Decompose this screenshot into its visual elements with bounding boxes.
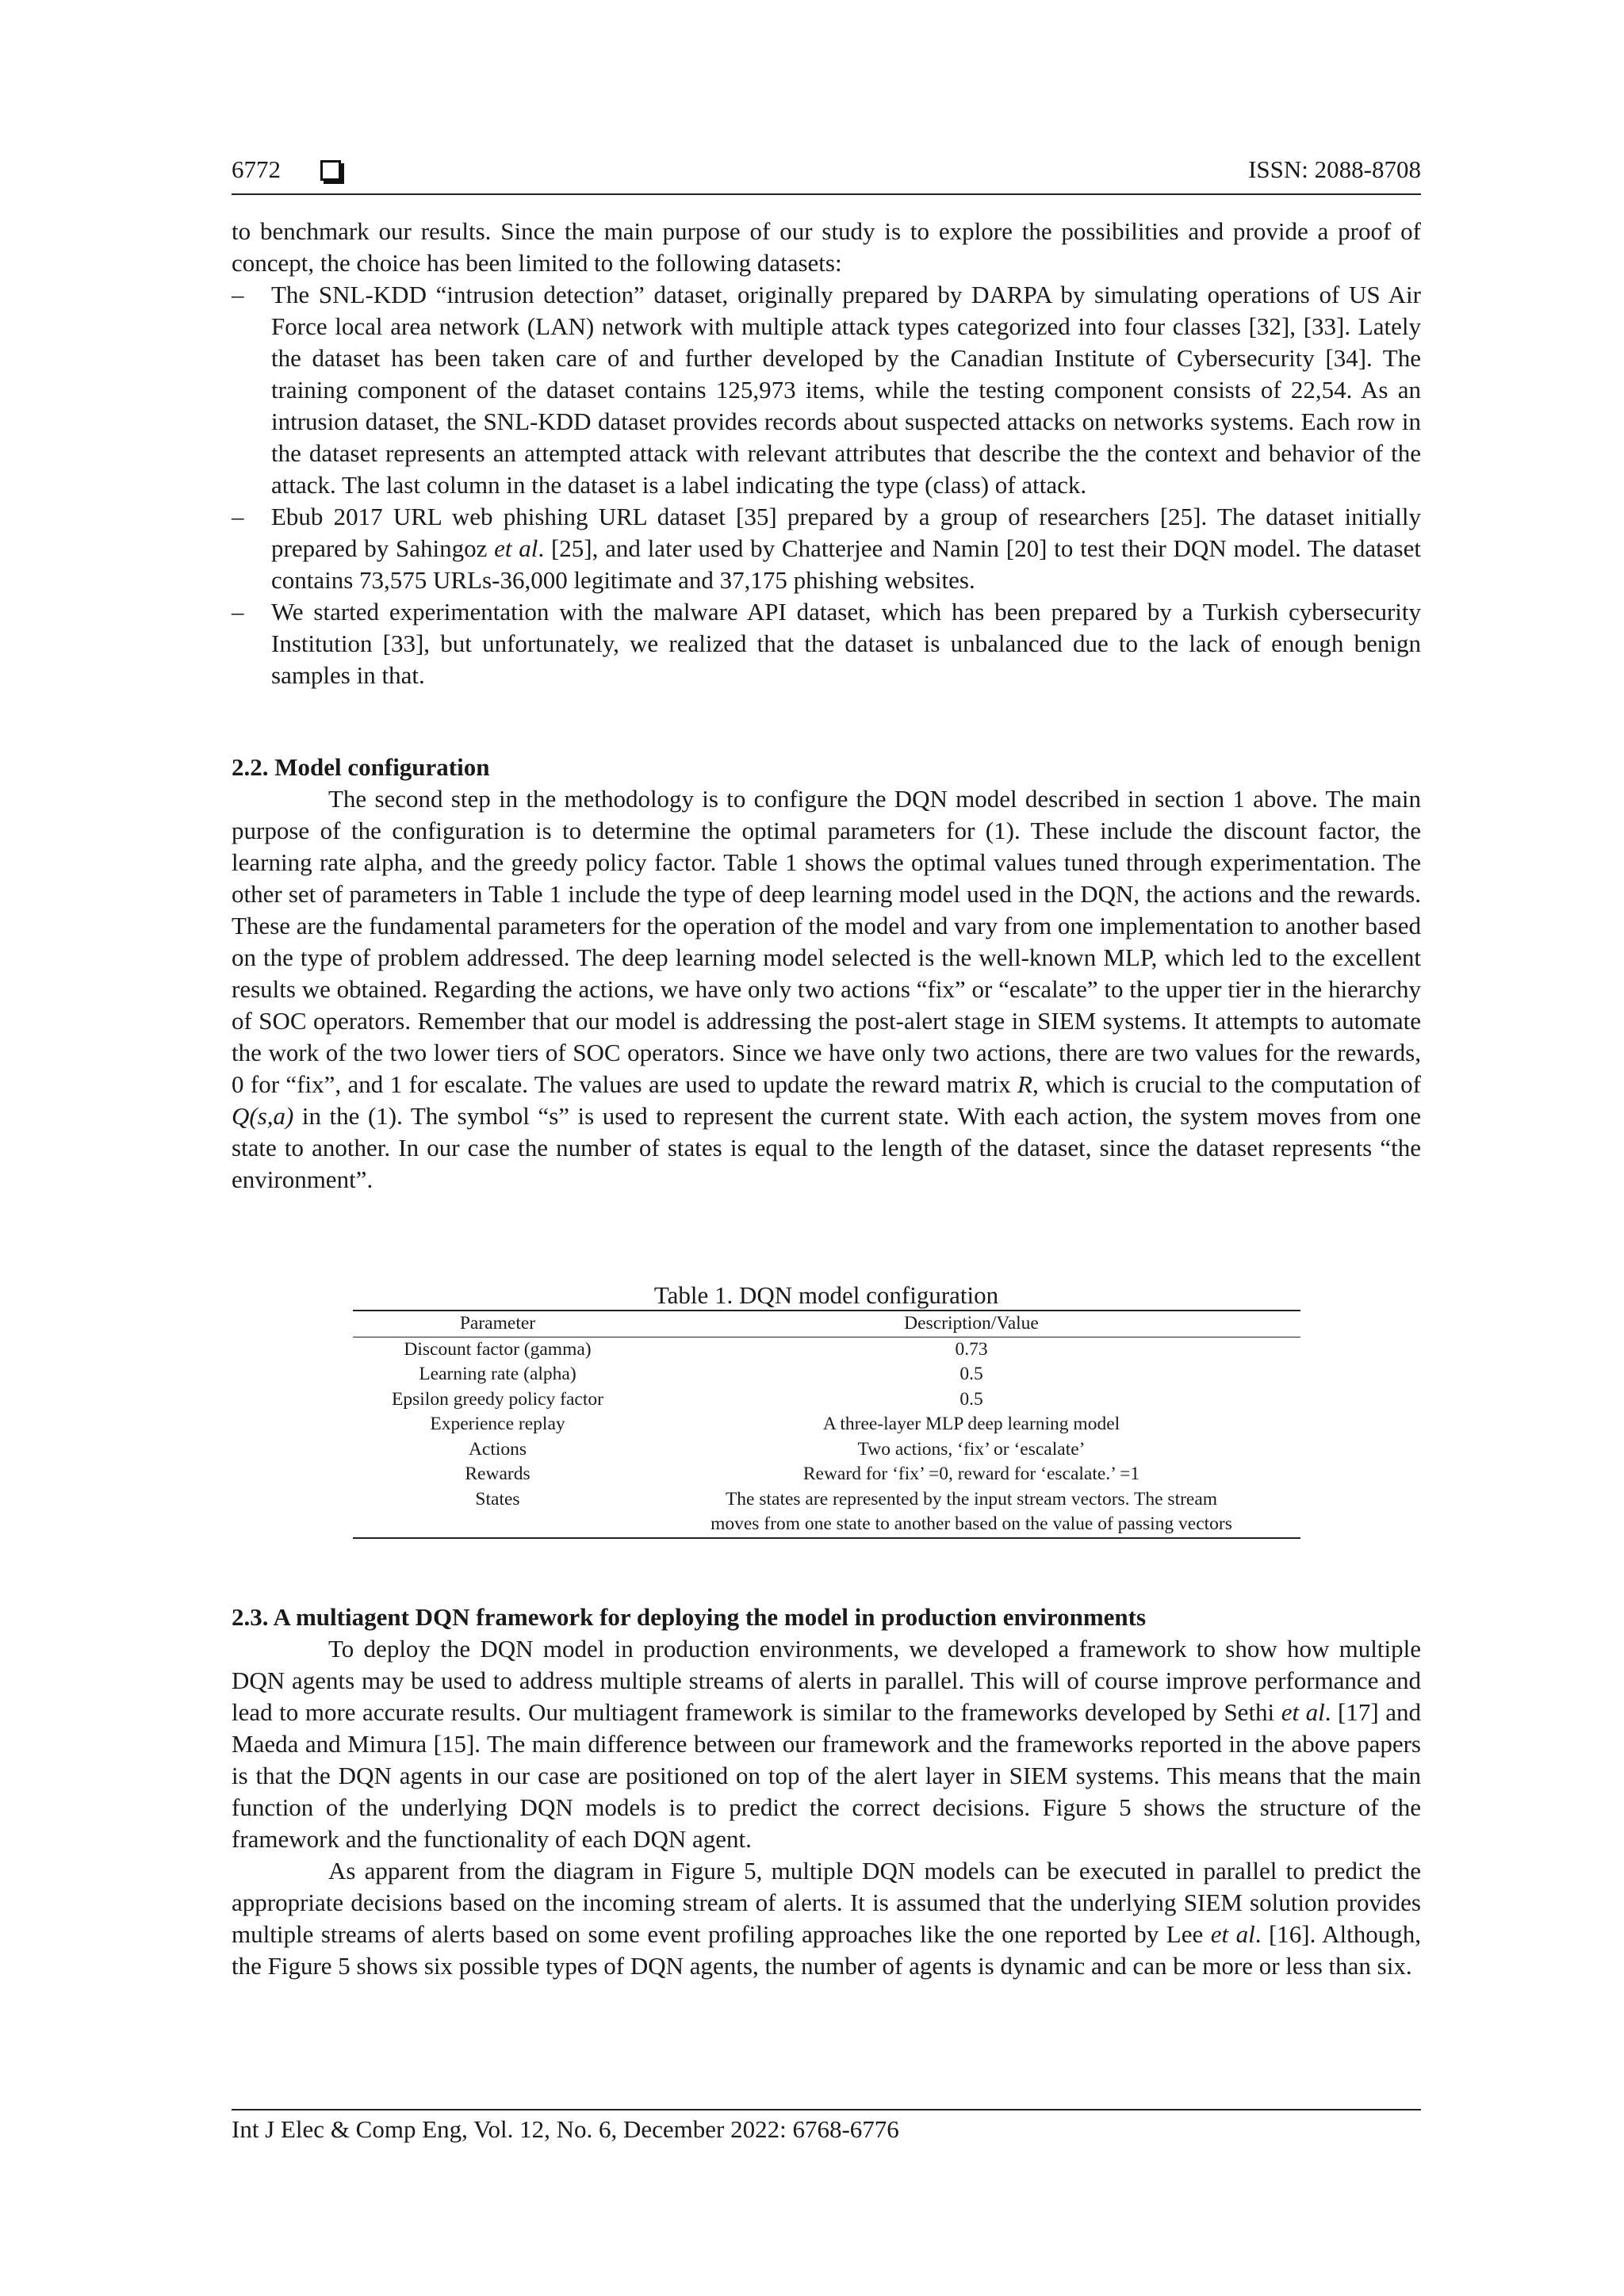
list-item-text: . [25], and later used by Chatterjee and Namin [20] to test their DQN model. The dataset contains 73,575 URLs-36,000 legitimate and 37,175 phishing websites. bbox=[271, 534, 1421, 594]
table-cell: Rewards bbox=[465, 1464, 530, 1484]
list-item-text: We started experimentation with the malware API dataset, which has been prepared by a Turkish cybersecurity Institution [33], but unfortunately, we realized that the dataset is unbalanced due to the lack of enough benign samples in that. bbox=[271, 598, 1421, 689]
issn-label: ISSN: 2088-8708 bbox=[1248, 155, 1421, 183]
italic-symbol-r: R bbox=[1017, 1070, 1032, 1098]
table-cell: moves from one state to another based on the value of passing vectors bbox=[710, 1513, 1232, 1534]
table-row bbox=[353, 1362, 1300, 1387]
table-row bbox=[353, 1412, 1300, 1437]
table-cell: Actions bbox=[468, 1438, 527, 1460]
paragraph-text: in the (1). The symbol “s” is used to represent the current state. With each action, the system moves from one state to another. In our case the number of states is equal to the length of the dataset, since the dataset represents “the environment”. bbox=[232, 1102, 1421, 1193]
table-cell: Reward for ‘fix’ =0, reward for ‘escalate.’ =1 bbox=[802, 1464, 1140, 1484]
table-cell: Epsilon greedy policy factor bbox=[392, 1388, 603, 1410]
table-row bbox=[353, 1337, 1300, 1362]
list-item-text: The SNL-KDD “intrusion detection” dataset, originally prepared by DARPA by simulating operations of US Air Force local area network (LAN) network with multiple attack types categorized into four classes [32], [33]. Lately the dataset has been taken care of and further developed by the Canadian Institute of Cybersecurity [34]. The training component of the dataset contains 125,973 items, while the testing component consists of 22,54. As an intrusion dataset, the SNL-KDD dataset provides records about suspected attacks on networks systems. Each row in the dataset represents an attempted attack with relevant attributes that describe the the context and behavior of the attack. The last column in the dataset is a label indicating the type (class) of attack. bbox=[271, 281, 1421, 499]
section-multiagent-framework bbox=[232, 1601, 1421, 1982]
intro-block bbox=[232, 216, 1421, 691]
checkbox-square-icon bbox=[320, 160, 341, 181]
intro-paragraph: to benchmark our results. Since the main purpose of our study is to explore the possibilities and provide a proof of concept, the choice has been limited to the following datasets: bbox=[232, 217, 1421, 277]
paragraph-text: , which is crucial to the computation of bbox=[1032, 1070, 1421, 1098]
paragraph-text: As apparent from the diagram in Figure 5, multiple DQN models can be executed in parallel to predict the appropriate decisions based on the incoming stream of alerts. It is assumed that the underlying SIEM solution provides multiple streams of alerts based on some event profiling approaches like the one reported by Lee bbox=[232, 1857, 1421, 1948]
list-item bbox=[232, 501, 1421, 596]
paragraph-text: To deploy the DQN model in production environments, we developed a framework to show how multiple DQN agents may be used to address multiple streams of alerts in parallel. This will of course improve performance and lead to more accurate results. Our multiagent framework is similar to the frameworks developed by Sethi bbox=[232, 1635, 1421, 1726]
section-heading: 2.2. Model configuration bbox=[232, 753, 490, 781]
table-row bbox=[353, 1487, 1300, 1513]
bullet-dash: – bbox=[232, 281, 244, 308]
page-footer: Int J Elec & Comp Eng, Vol. 12, No. 6, December 2022: 6768-6776 bbox=[232, 2115, 899, 2143]
list-item bbox=[232, 596, 1421, 691]
table-cell: 0.73 bbox=[955, 1338, 988, 1360]
table-row bbox=[353, 1387, 1300, 1413]
config-table bbox=[353, 1310, 1300, 1539]
paragraph-text: The second step in the methodology is to configure the DQN model described in section 1 above. The main purpose of the configuration is to determine the optimal parameters for (1). These include the discount factor, the learning rate alpha, and the greedy policy factor. Table 1 shows the optimal values tuned through experimentation. The other set of parameters in Table 1 include the type of deep learning model used in the DQN, the actions and the rewards. These are the fundamental parameters for the operation of the model and vary from one implementation to another based on the type of problem addressed. The deep learning model selected is the well-known MLP, which led to the excellent results we obtained. Regarding the actions, we have only two actions “fix” or “escalate” to the upper tier in the hierarchy of SOC operators. Remember that our model is addressing the post-alert stage in SIEM systems. It attempts to automate the work of the two lower tiers of SOC operators. Since we have only two actions, there are two values for the rewards, 0 for “fix”, and 1 for escalate. The values are used to update the reward matrix bbox=[232, 785, 1421, 1098]
table-cell: States bbox=[475, 1488, 520, 1510]
paragraph-text: . [17] and Maeda and Mimura [15]. The main difference between our framework and the frameworks reported in the above papers is that the DQN agents in our case are positioned on top of the alert layer in SIEM systems. This means that the main function of the underlying DQN models is to predict the correct decisions. Figure 5 shows the structure of the framework and the functionality of each DQN agent. bbox=[232, 1698, 1421, 1853]
table-cell: Learning rate (alpha) bbox=[419, 1364, 576, 1384]
body-paragraph bbox=[232, 1633, 1421, 1855]
table-cell: 0.5 bbox=[959, 1388, 983, 1410]
table-row bbox=[353, 1512, 1300, 1538]
body-paragraph bbox=[232, 783, 1421, 1196]
italic-et-al: et al bbox=[1281, 1698, 1325, 1726]
table-cell: A three-layer MLP deep learning model bbox=[822, 1414, 1120, 1434]
column-header: Parameter bbox=[353, 1311, 642, 1337]
section-model-configuration bbox=[232, 752, 1421, 1196]
list-item bbox=[232, 279, 1421, 501]
bullet-dash: – bbox=[232, 598, 244, 626]
italic-et-al: et al bbox=[494, 534, 538, 562]
body-paragraph bbox=[232, 1855, 1421, 1982]
table-cell: Experience replay bbox=[430, 1414, 565, 1434]
bullet-dash: – bbox=[232, 503, 244, 530]
table-caption: Table 1. DQN model configuration bbox=[653, 1281, 999, 1309]
column-header: Description/Value bbox=[642, 1311, 1300, 1337]
paragraph-text: . [16]. Although, the Figure 5 shows six possible types of DQN agents, the number of agents is dynamic and can be more or less than six. bbox=[232, 1920, 1421, 1980]
table-row bbox=[353, 1437, 1300, 1463]
footer-rule bbox=[232, 2109, 1421, 2110]
section-heading: 2.3. A multiagent DQN framework for deploying the model in production environments bbox=[232, 1603, 1147, 1631]
list-item-text: Ebub 2017 URL web phishing URL dataset [35] prepared by a group of researchers [25]. The dataset initially prepared by Sahingoz bbox=[271, 503, 1421, 562]
table-cell: The states are represented by the input stream vectors. The stream bbox=[725, 1488, 1218, 1510]
italic-q-function: Q(s,a) bbox=[232, 1102, 294, 1130]
page-number: 6772 bbox=[232, 155, 281, 183]
table-cell bbox=[353, 1512, 642, 1538]
table-row bbox=[353, 1462, 1300, 1487]
table-cell: Two actions, ‘fix’ or ‘escalate’ bbox=[857, 1438, 1086, 1460]
table-header-row bbox=[353, 1311, 1300, 1337]
header-rule bbox=[232, 193, 1421, 195]
table-cell: Discount factor (gamma) bbox=[404, 1338, 592, 1360]
table-cell: 0.5 bbox=[959, 1364, 983, 1384]
italic-et-al: et al bbox=[1210, 1920, 1255, 1948]
page-header bbox=[232, 155, 1421, 190]
